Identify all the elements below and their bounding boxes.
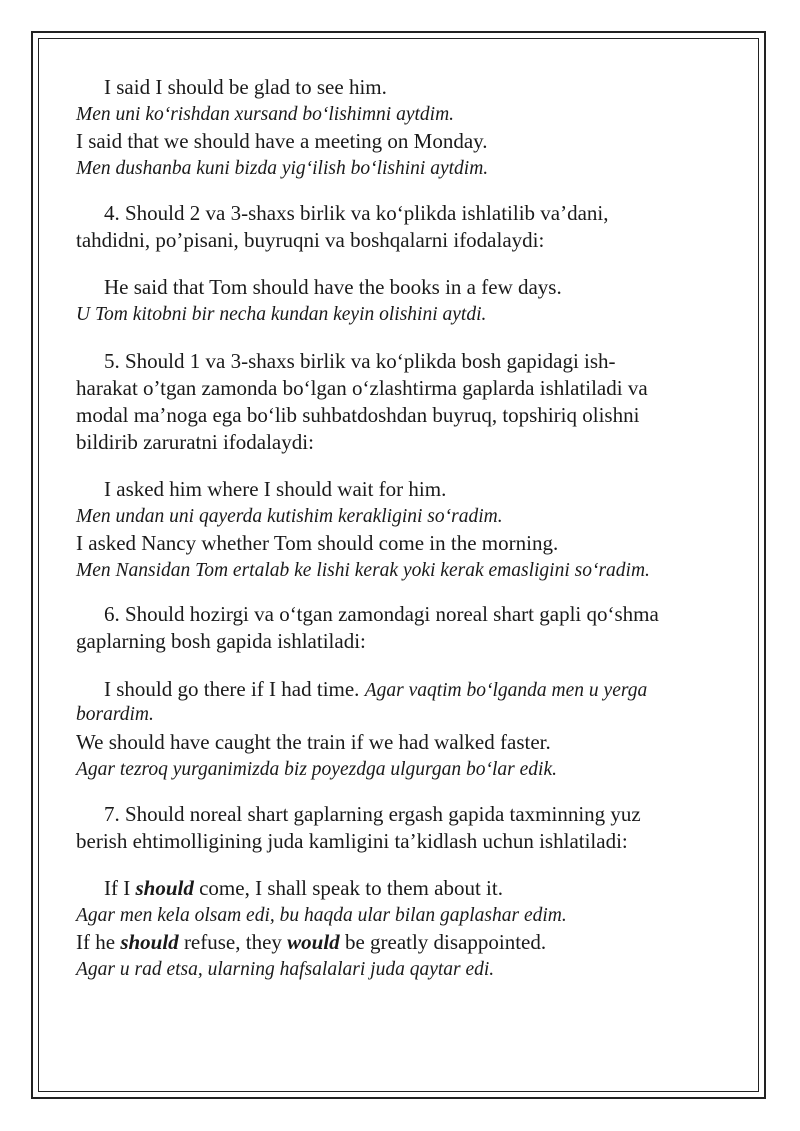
rule-paragraph-4-line: tahdidni, po’pisani, buyruqni va boshqalarni ifodalaydi: [76,228,545,252]
example-sentence-en: I asked Nancy whether Tom should come in the morning. [76,531,559,555]
example-sentence-mixed [104,676,647,704]
text-run: refuse, they [178,930,288,954]
example-sentence-en [104,875,503,901]
example-sentence-en: I said I should be glad to see him. [104,75,387,99]
rule-paragraph-5-line: modal ma’noga ega bo‘lib suhbatdoshdan buyruq, topshiriq olishni [76,403,640,427]
rule-paragraph-5-line: harakat o’tgan zamonda bo‘lgan o‘zlashtirma gaplarda ishlatiladi va [76,376,648,400]
example-translation-uz: Agar tezroq yurganimizda biz poyezdga ulgurgan bo‘lar edik. [76,759,557,780]
emphasis-should: should [135,876,194,900]
example-sentence-en: I said that we should have a meeting on Monday. [76,129,488,153]
example-translation-uz: Men Nansidan Tom ertalab ke lishi kerak yoki kerak emasligini so‘radim. [76,560,650,581]
example-sentence-en [76,929,546,955]
rule-paragraph-7: 7. Should noreal shart gaplarning ergash gapida taxminning yuz [104,802,641,826]
rule-paragraph-5: 5. Should 1 va 3-shaxs birlik va ko‘plikda bosh gapidagi ish- [104,349,616,373]
example-translation-uz: Men undan uni qayerda kutishim kerakligini so‘radim. [76,506,503,527]
example-sentence-en: I should go there if I had time. [104,677,360,701]
example-translation-uz: Agar u rad etsa, ularning hafsalalari juda qaytar edi. [76,959,495,980]
example-sentence-en: He said that Tom should have the books in a few days. [104,275,562,299]
example-translation-uz: Men uni ko‘rishdan xursand bo‘lishimni aytdim. [76,104,455,125]
emphasis-should: should [120,930,179,954]
text-run: come, I shall speak to them about it. [193,876,503,900]
rule-paragraph-6: 6. Should hozirgi va o‘tgan zamondagi noreal shart gapli qo‘shma [104,602,659,626]
rule-paragraph-4: 4. Should 2 va 3-shaxs birlik va ko‘plikda ishlatilib va’dani, [104,201,609,225]
example-sentence-en: We should have caught the train if we had walked faster. [76,730,551,754]
text-run: be greatly disappointed. [339,930,547,954]
example-translation-uz: Agar vaqtim bo‘lganda men u yerga [364,680,648,701]
example-translation-uz: Agar men kela olsam edi, bu haqda ular bilan gaplashar edim. [76,905,567,926]
emphasis-would: would [287,930,340,954]
example-sentence-en: I asked him where I should wait for him. [104,477,447,501]
example-translation-uz-cont: borardim. [76,704,154,725]
rule-paragraph-7-line: berish ehtimolligining juda kamligini ta’kidlash uchun ishlatiladi: [76,829,628,853]
text-run: If I [104,876,136,900]
rule-paragraph-5-line: bildirib zaruratni ifodalaydi: [76,430,314,454]
example-translation-uz: Men dushanba kuni bizda yig‘ilish bo‘lishini aytdim. [76,158,489,179]
rule-paragraph-6-line: gaplarning bosh gapida ishlatiladi: [76,629,366,653]
text-run: If he [76,930,121,954]
example-translation-uz: U Tom kitobni bir necha kundan keyin olishini aytdi. [76,304,487,325]
